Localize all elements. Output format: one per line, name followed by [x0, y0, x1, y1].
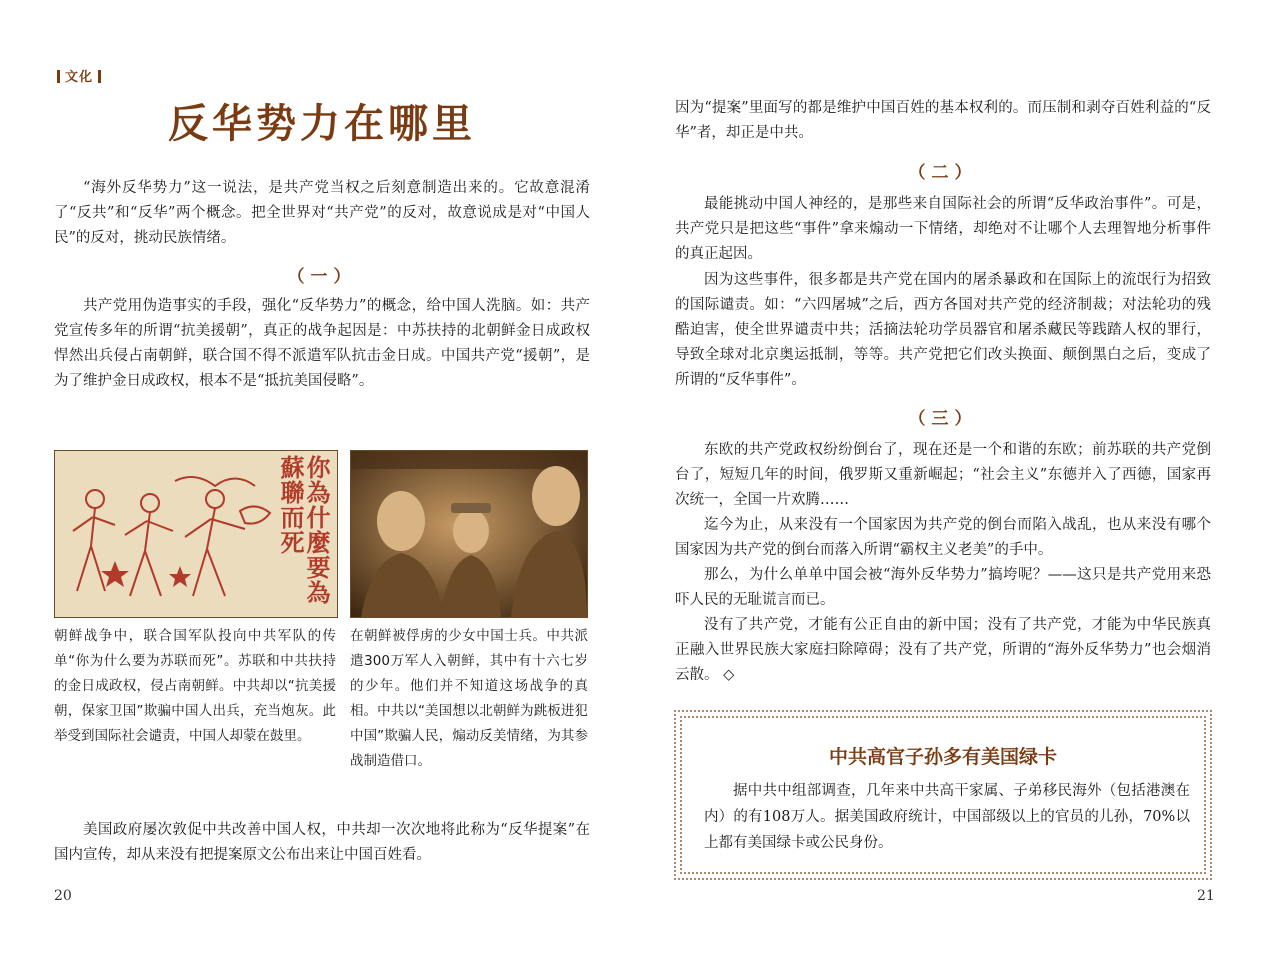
paragraph-two: 美国政府屡次敦促中共改善中国人权，中共却一次次地将此称为“反华提案”在国内宣传，却从来没有把提案原文公布出来让中国百姓看。	[54, 822, 590, 863]
tag-bar	[98, 70, 101, 83]
propaganda-leaflet-image	[54, 450, 338, 618]
page-number-right: 21	[1197, 888, 1215, 904]
paragraph-seven: 那么，为什么单单中国会被“海外反华势力”搞垮呢？——这只是共产党用来恐吓人民的无耻谎言而已。	[675, 567, 1211, 608]
article-title: 反华势力在哪里	[168, 100, 476, 147]
continued-paragraph: 因为“提案”里面写的都是维护中国百姓的基本权利的。而压制和剥夺百姓利益的“反华”者，却正是中共。	[675, 100, 1211, 141]
soldier-photo-caption: 在朝鲜被俘虏的少女中国士兵。中共派遣300万军人入朝鲜，其中有十六七岁的少年。他们并不知道这场战争的真相。中共以“美国想以北朝鲜为跳板进犯中国”欺骗人民，煽动反美情绪，为其参战制造借口。	[350, 628, 588, 769]
section-tag-label: 文化	[65, 70, 94, 85]
tag-bar	[57, 70, 60, 83]
leaflet-slogan: 你為什麼要為蘇聯而死	[276, 455, 331, 605]
soldier-photo-illustration	[351, 451, 587, 617]
sidebar-text: 据中共中组部调查，几年来中共高干家属、子弟移民海外（包括港澳在内）的有108万人。据美国政府统计，中国部级以上的官员的儿孙，70%以上都有美国绿卡或公民身份。	[704, 783, 1190, 851]
paragraph-four: 因为这些事件，很多都是共产党在国内的屠杀暴政和在国际上的流氓行为招致的国际谴责。如：“六四屠城”之后，西方各国对共产党的经济制裁；对法轮功的残酷迫害，使全世界谴责中共；活摘法轮功学员器官和屠杀藏民等践踏人权的罪行，导致全球对北京奥运抵制，等等。共产党把它们改头换面、颠倒黑白之后，变成了所谓的“反华事件”。	[675, 272, 1211, 388]
right-page	[633, 0, 1265, 978]
sidebar-box	[680, 716, 1206, 874]
sidebar-title: 中共高官子孙多有美国绿卡	[828, 746, 1057, 768]
intro-paragraph: “海外反华势力”这一说法，是共产党当权之后刻意制造出来的。它故意混淆了“反共”和“反华”两个概念。把全世界对“共产党”的反对，故意说成是对“中国人民”的反对，挑动民族情绪。	[54, 180, 590, 246]
heading-one: （一）	[287, 267, 357, 287]
captured-soldier-photo	[350, 450, 588, 618]
page-number-left: 20	[54, 888, 72, 904]
paragraph-one: 共产党用伪造事实的手段，强化“反华势力”的概念，给中国人洗脑。如：共产党宣传多年的所谓“抗美援朝”，真正的战争起因是：中苏扶持的北朝鲜金日成政权悍然出兵侵占南朝鲜，联合国不得不派遣军队抗击金日成。中国共产党“援朝”，是为了维护金日成政权，根本不是“抵抗美国侵略”。	[54, 298, 590, 389]
left-page	[0, 0, 632, 978]
paragraph-six: 迄今为止，从来没有一个国家因为共产党的倒台而陷入战乱，也从来没有哪个国家因为共产党的倒台而落入所谓“霸权主义老美”的手中。	[675, 517, 1211, 558]
paragraph-three: 最能挑动中国人神经的，是那些来自国际社会的所谓“反华政治事件”。可是，共产党只是把这些“事件”拿来煽动一下情绪，却绝对不让哪个人去理智地分析事件的真正起因。	[675, 196, 1211, 262]
heading-three: （三）	[908, 409, 978, 429]
paragraph-five: 东欧的共产党政权纷纷倒台了，现在还是一个和谐的东欧；前苏联的共产党倒台了，短短几年的时间，俄罗斯又重新崛起；“社会主义”东德并入了西德，国家再次统一，全国一片欢腾……	[675, 442, 1211, 508]
heading-two: （二）	[908, 163, 978, 183]
paragraph-eight: 没有了共产党，才能有公正自由的新中国；没有了共产党，才能为中华民族真正融入世界民族大家庭扫除障碍；没有了共产党，所谓的“海外反华势力”也会烟消云散。 ◇	[675, 617, 1211, 683]
leaflet-caption: 朝鲜战争中，联合国军队投向中共军队的传单“你为什么要为苏联而死”。苏联和中共扶持的金日成政权，侵占南朝鲜。中共却以“抗美援朝，保家卫国”欺骗中国人出兵，充当炮灰。此举受到国际社会谴责，中国人却蒙在鼓里。	[54, 628, 336, 744]
section-tag	[52, 66, 106, 85]
